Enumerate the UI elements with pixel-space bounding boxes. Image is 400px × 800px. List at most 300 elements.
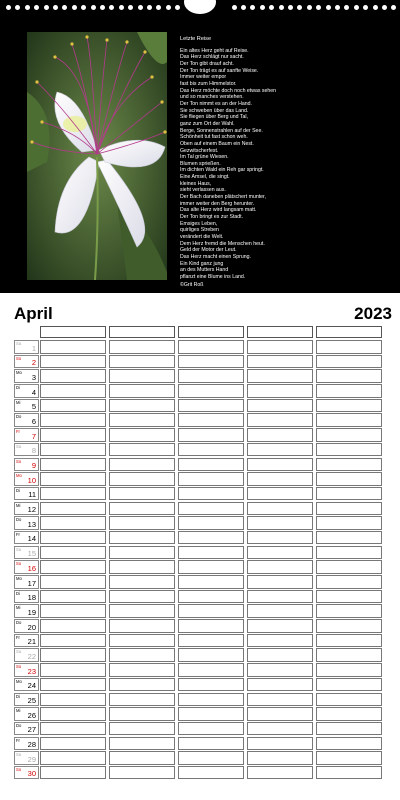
day-label-cell bbox=[14, 546, 39, 560]
spiral-hole bbox=[297, 5, 302, 10]
poem-line: Schönheit tut fast schon weh. bbox=[180, 134, 248, 141]
poem-line: an des Mutters Hand bbox=[180, 267, 229, 274]
day-number: 20 bbox=[27, 622, 36, 632]
entry-cell[interactable] bbox=[40, 458, 106, 472]
poem-line: pflanzt eine Blume ins Land. bbox=[180, 273, 246, 280]
entry-cell[interactable] bbox=[109, 604, 175, 618]
entry-cell[interactable] bbox=[316, 369, 382, 383]
entry-cell[interactable] bbox=[316, 634, 382, 648]
entry-cell[interactable] bbox=[316, 384, 382, 398]
entry-cell[interactable] bbox=[40, 648, 106, 662]
day-row bbox=[14, 340, 386, 355]
entry-cell[interactable] bbox=[40, 693, 106, 707]
entry-cell[interactable] bbox=[247, 722, 313, 736]
entry-cell[interactable] bbox=[316, 619, 382, 633]
entry-cell[interactable] bbox=[178, 516, 244, 530]
day-number: 1 bbox=[31, 343, 36, 353]
entry-cell[interactable] bbox=[316, 546, 382, 560]
entry-cell[interactable] bbox=[178, 648, 244, 662]
entry-cell[interactable] bbox=[247, 693, 313, 707]
entry-cell[interactable] bbox=[247, 472, 313, 486]
entry-cell[interactable] bbox=[109, 458, 175, 472]
day-number: 15 bbox=[27, 549, 36, 559]
poem-line: Dem Herz fremd die Menschen heut. bbox=[180, 240, 265, 247]
day-label-cell bbox=[14, 707, 39, 721]
entry-cell[interactable] bbox=[178, 707, 244, 721]
spiral-hole bbox=[335, 5, 340, 10]
day-row bbox=[14, 428, 386, 443]
poem-line: Im Tal grüne Wiesen. bbox=[180, 154, 229, 161]
poem-line: Das Herz macht einen Sprung. bbox=[180, 254, 251, 260]
entry-cell[interactable] bbox=[40, 722, 106, 736]
spiral-hole bbox=[34, 5, 39, 10]
entry-cell[interactable] bbox=[247, 502, 313, 516]
entry-cell[interactable] bbox=[109, 737, 175, 751]
day-label-cell bbox=[14, 604, 39, 618]
entry-cell[interactable] bbox=[316, 722, 382, 736]
spiral-hole bbox=[109, 5, 114, 10]
entry-cell[interactable] bbox=[316, 399, 382, 413]
entry-cell[interactable] bbox=[178, 340, 244, 354]
day-label-cell bbox=[14, 619, 39, 633]
spiral-hole bbox=[166, 5, 171, 10]
day-label-cell bbox=[14, 355, 39, 369]
entry-cell[interactable] bbox=[40, 502, 106, 516]
day-number: 30 bbox=[27, 769, 36, 779]
entry-cell[interactable] bbox=[247, 369, 313, 383]
day-label-cell bbox=[14, 663, 39, 677]
entry-cell[interactable] bbox=[247, 604, 313, 618]
day-row bbox=[14, 487, 386, 502]
entry-cell[interactable] bbox=[109, 663, 175, 677]
entry-cell[interactable] bbox=[109, 355, 175, 369]
entry-cell[interactable] bbox=[109, 487, 175, 501]
entry-cell[interactable] bbox=[40, 399, 106, 413]
column-header-row bbox=[40, 326, 386, 340]
day-number: 17 bbox=[27, 578, 36, 588]
entry-cell[interactable] bbox=[247, 590, 313, 604]
day-label-cell bbox=[14, 340, 39, 354]
entry-cell[interactable] bbox=[247, 516, 313, 530]
entry-cell[interactable] bbox=[109, 384, 175, 398]
day-label-cell bbox=[14, 384, 39, 398]
entry-cell[interactable] bbox=[178, 487, 244, 501]
entry-cell[interactable] bbox=[178, 399, 244, 413]
spiral-hole bbox=[363, 5, 368, 10]
caper-flower-photo bbox=[27, 32, 167, 280]
poem-line: Ein altes Herz geht auf Reise. bbox=[180, 47, 249, 54]
day-number: 28 bbox=[27, 740, 36, 750]
entry-cell[interactable] bbox=[40, 487, 106, 501]
entry-cell[interactable] bbox=[40, 766, 106, 780]
entry-cell[interactable] bbox=[40, 472, 106, 486]
day-number: 12 bbox=[27, 505, 36, 515]
entry-cell[interactable] bbox=[247, 487, 313, 501]
spiral-hole bbox=[91, 5, 96, 10]
entry-cell[interactable] bbox=[109, 575, 175, 589]
weekday-abbrev: So bbox=[16, 561, 22, 567]
entry-cell[interactable] bbox=[40, 369, 106, 383]
day-label-cell bbox=[14, 413, 39, 427]
entry-cell[interactable] bbox=[40, 663, 106, 677]
entry-cell[interactable] bbox=[316, 502, 382, 516]
poem-line: Blumen sprießen. bbox=[180, 160, 221, 167]
spiral-hole bbox=[344, 5, 349, 10]
day-row bbox=[14, 737, 386, 752]
entry-cell[interactable] bbox=[247, 663, 313, 677]
day-row bbox=[14, 516, 386, 531]
weekday-abbrev: Do bbox=[16, 517, 22, 523]
entry-cell[interactable] bbox=[316, 487, 382, 501]
weekday-abbrev: Do bbox=[16, 414, 22, 420]
entry-cell[interactable] bbox=[247, 751, 313, 765]
weekday-abbrev: Sa bbox=[16, 752, 22, 758]
poem-line: Sie schweben über das Land. bbox=[180, 107, 249, 114]
poem-title: Letzte Reise bbox=[180, 36, 212, 42]
entry-cell[interactable] bbox=[40, 634, 106, 648]
entry-cell[interactable] bbox=[178, 663, 244, 677]
spiral-hole bbox=[241, 5, 246, 10]
day-row bbox=[14, 766, 386, 781]
day-number: 27 bbox=[27, 725, 36, 735]
weekday-abbrev: Di bbox=[16, 487, 20, 493]
entry-cell[interactable] bbox=[109, 399, 175, 413]
entry-cell[interactable] bbox=[178, 560, 244, 574]
entry-cell[interactable] bbox=[316, 472, 382, 486]
day-row bbox=[14, 443, 386, 458]
entry-cell[interactable] bbox=[40, 707, 106, 721]
spiral-hole bbox=[373, 5, 378, 10]
entry-cell[interactable] bbox=[178, 413, 244, 427]
entry-cell[interactable] bbox=[247, 619, 313, 633]
day-label-cell bbox=[14, 502, 39, 516]
entry-cell[interactable] bbox=[178, 590, 244, 604]
entry-cell[interactable] bbox=[109, 648, 175, 662]
entry-cell[interactable] bbox=[247, 546, 313, 560]
entry-cell[interactable] bbox=[316, 604, 382, 618]
entry-cell[interactable] bbox=[109, 531, 175, 545]
entry-cell[interactable] bbox=[316, 516, 382, 530]
entry-cell[interactable] bbox=[178, 369, 244, 383]
entry-cell[interactable] bbox=[178, 722, 244, 736]
entry-cell[interactable] bbox=[109, 766, 175, 780]
day-label-cell bbox=[14, 737, 39, 751]
day-row bbox=[14, 707, 386, 722]
entry-cell[interactable] bbox=[40, 619, 106, 633]
day-number: 13 bbox=[27, 519, 36, 529]
entry-cell[interactable] bbox=[247, 575, 313, 589]
column-header-cell[interactable] bbox=[40, 326, 106, 338]
entry-cell[interactable] bbox=[178, 575, 244, 589]
entry-cell[interactable] bbox=[109, 428, 175, 442]
entry-cell[interactable] bbox=[316, 707, 382, 721]
spiral-hole bbox=[25, 5, 30, 10]
entry-cell[interactable] bbox=[109, 619, 175, 633]
entry-cell[interactable] bbox=[247, 531, 313, 545]
entry-cell[interactable] bbox=[316, 663, 382, 677]
entry-cell[interactable] bbox=[316, 590, 382, 604]
entry-cell[interactable] bbox=[40, 604, 106, 618]
weekday-abbrev: So bbox=[16, 664, 22, 670]
entry-cell[interactable] bbox=[178, 693, 244, 707]
poem-line: Das alte Herz wird langsam matt. bbox=[180, 207, 257, 214]
entry-cell[interactable] bbox=[247, 634, 313, 648]
entry-cell[interactable] bbox=[316, 340, 382, 354]
entry-cell[interactable] bbox=[316, 443, 382, 457]
day-number: 24 bbox=[27, 681, 36, 691]
entry-cell[interactable] bbox=[178, 443, 244, 457]
entry-cell[interactable] bbox=[247, 766, 313, 780]
day-row bbox=[14, 663, 386, 678]
entry-cell[interactable] bbox=[316, 531, 382, 545]
poem-line: Sie fliegen über Berg und Tal, bbox=[180, 114, 248, 121]
spiral-hole bbox=[326, 5, 331, 10]
entry-cell[interactable] bbox=[178, 428, 244, 442]
spiral-hole bbox=[316, 5, 321, 10]
poem-line: Der Ton bringt es zur Stadt. bbox=[180, 214, 244, 221]
entry-cell[interactable] bbox=[178, 546, 244, 560]
entry-cell[interactable] bbox=[316, 560, 382, 574]
day-number: 3 bbox=[31, 372, 36, 382]
entry-cell[interactable] bbox=[40, 340, 106, 354]
entry-cell[interactable] bbox=[40, 678, 106, 692]
day-number: 26 bbox=[27, 710, 36, 720]
entry-cell[interactable] bbox=[247, 648, 313, 662]
day-number: 21 bbox=[27, 637, 36, 647]
entry-cell[interactable] bbox=[247, 443, 313, 457]
entry-cell[interactable] bbox=[247, 399, 313, 413]
entry-cell[interactable] bbox=[40, 516, 106, 530]
spiral-hole bbox=[307, 5, 312, 10]
entry-cell[interactable] bbox=[247, 428, 313, 442]
entry-cell[interactable] bbox=[316, 766, 382, 780]
poem-line: Immer weiter empor bbox=[180, 74, 227, 81]
entry-cell[interactable] bbox=[247, 678, 313, 692]
day-number: 18 bbox=[27, 593, 36, 603]
entry-cell[interactable] bbox=[247, 707, 313, 721]
spiral-hole bbox=[15, 5, 20, 10]
weekday-abbrev: So bbox=[16, 355, 22, 361]
poem-lines bbox=[180, 48, 395, 281]
entry-cell[interactable] bbox=[40, 443, 106, 457]
spiral-hole bbox=[138, 5, 143, 10]
entry-cell[interactable] bbox=[109, 413, 175, 427]
entry-cell[interactable] bbox=[40, 737, 106, 751]
spiral-hole bbox=[100, 5, 105, 10]
entry-cell[interactable] bbox=[178, 531, 244, 545]
weekday-abbrev: Mo bbox=[16, 473, 22, 479]
spiral-hole bbox=[391, 5, 396, 10]
entry-cell[interactable] bbox=[109, 693, 175, 707]
entry-cell[interactable] bbox=[178, 458, 244, 472]
day-number: 11 bbox=[28, 490, 36, 500]
entry-cell[interactable] bbox=[316, 458, 382, 472]
spiral-hole bbox=[354, 5, 359, 10]
entry-cell[interactable] bbox=[109, 560, 175, 574]
weekday-abbrev: Fr bbox=[16, 634, 20, 640]
entry-cell[interactable] bbox=[247, 560, 313, 574]
spiral-hole bbox=[156, 5, 161, 10]
day-row bbox=[14, 355, 386, 370]
entry-cell[interactable] bbox=[109, 634, 175, 648]
day-row bbox=[14, 751, 386, 766]
entry-cell[interactable] bbox=[40, 384, 106, 398]
day-label-cell bbox=[14, 648, 39, 662]
day-number: 19 bbox=[27, 607, 36, 617]
entry-cell[interactable] bbox=[178, 604, 244, 618]
day-row bbox=[14, 575, 386, 590]
day-label-cell bbox=[14, 693, 39, 707]
poem-line: Emsiges Leben, bbox=[180, 220, 218, 227]
entry-cell[interactable] bbox=[109, 443, 175, 457]
entry-cell[interactable] bbox=[178, 766, 244, 780]
entry-cell[interactable] bbox=[178, 502, 244, 516]
day-number: 14 bbox=[27, 534, 36, 544]
day-label-cell bbox=[14, 722, 39, 736]
day-label-cell bbox=[14, 531, 39, 545]
poem-line: Das Herz schlägt nur sacht. bbox=[180, 54, 244, 61]
spiral-hole bbox=[232, 5, 237, 10]
entry-cell[interactable] bbox=[109, 751, 175, 765]
spiral-hole bbox=[147, 5, 152, 10]
day-label-cell bbox=[14, 472, 39, 486]
day-row bbox=[14, 634, 386, 649]
entry-cell[interactable] bbox=[178, 355, 244, 369]
weekday-abbrev: Fr bbox=[16, 531, 20, 537]
poem-line: und so manches verstehen. bbox=[180, 94, 244, 101]
entry-cell[interactable] bbox=[316, 413, 382, 427]
column-header-cell[interactable] bbox=[316, 326, 382, 338]
weekday-abbrev: Do bbox=[16, 722, 22, 728]
entry-cell[interactable] bbox=[40, 428, 106, 442]
entry-cell[interactable] bbox=[247, 413, 313, 427]
column-header-cell[interactable] bbox=[247, 326, 313, 338]
column-header-cell[interactable] bbox=[178, 326, 244, 338]
poem-line: Berge, Sonnenstrahlen auf der See. bbox=[180, 127, 263, 134]
entry-cell[interactable] bbox=[109, 590, 175, 604]
entry-cell[interactable] bbox=[40, 751, 106, 765]
entry-cell[interactable] bbox=[316, 575, 382, 589]
day-number: 9 bbox=[31, 461, 36, 470]
entry-cell[interactable] bbox=[40, 546, 106, 560]
spiral-hole bbox=[53, 5, 58, 10]
day-row bbox=[14, 693, 386, 708]
entry-cell[interactable] bbox=[316, 737, 382, 751]
spiral-hole bbox=[44, 5, 49, 10]
day-row bbox=[14, 546, 386, 561]
entry-cell[interactable] bbox=[316, 648, 382, 662]
weekday-abbrev: Mo bbox=[16, 576, 22, 581]
entry-cell[interactable] bbox=[178, 472, 244, 486]
entry-cell[interactable] bbox=[178, 634, 244, 648]
entry-cell[interactable] bbox=[316, 751, 382, 765]
weekday-abbrev: Do bbox=[16, 620, 22, 626]
day-row bbox=[14, 619, 386, 634]
entry-cell[interactable] bbox=[40, 560, 106, 574]
poem-line: Geld der Motor der Leut. bbox=[180, 247, 237, 254]
day-row bbox=[14, 384, 386, 399]
day-label-cell bbox=[14, 766, 39, 780]
day-number: 23 bbox=[27, 666, 36, 676]
entry-cell[interactable] bbox=[316, 355, 382, 369]
entry-cell[interactable] bbox=[109, 502, 175, 516]
poem-line: verändert die Welt. bbox=[180, 234, 224, 241]
entry-cell[interactable] bbox=[316, 428, 382, 442]
poem-line: quirliges Streben bbox=[180, 227, 219, 234]
entry-cell[interactable] bbox=[109, 722, 175, 736]
day-label-cell bbox=[14, 443, 39, 457]
day-number: 2 bbox=[31, 358, 36, 368]
entry-cell[interactable] bbox=[109, 678, 175, 692]
entry-cell[interactable] bbox=[40, 355, 106, 369]
weekday-abbrev: Sa bbox=[16, 443, 22, 449]
entry-cell[interactable] bbox=[109, 707, 175, 721]
entry-cell[interactable] bbox=[247, 458, 313, 472]
day-number: 7 bbox=[31, 431, 36, 441]
entry-cell[interactable] bbox=[109, 340, 175, 354]
entry-cell[interactable] bbox=[247, 340, 313, 354]
entry-cell[interactable] bbox=[178, 384, 244, 398]
entry-cell[interactable] bbox=[178, 619, 244, 633]
entry-cell[interactable] bbox=[40, 575, 106, 589]
month-title: April bbox=[14, 304, 53, 323]
day-row bbox=[14, 502, 386, 517]
day-number: 6 bbox=[31, 416, 36, 426]
spiral-hole bbox=[279, 5, 284, 10]
day-number: 4 bbox=[31, 387, 36, 397]
entry-cell[interactable] bbox=[247, 737, 313, 751]
entry-cell[interactable] bbox=[247, 384, 313, 398]
day-label-cell bbox=[14, 369, 39, 383]
day-number: 10 bbox=[27, 475, 36, 485]
spiral-hole bbox=[250, 5, 255, 10]
entry-cell[interactable] bbox=[40, 413, 106, 427]
spiral-hole bbox=[382, 5, 387, 10]
weekday-abbrev: Mi bbox=[16, 708, 21, 714]
day-number: 29 bbox=[27, 754, 36, 764]
copyright-note: ©Grit Roß bbox=[180, 282, 204, 288]
day-row bbox=[14, 458, 386, 473]
weekday-abbrev: Mi bbox=[16, 502, 21, 508]
entry-cell[interactable] bbox=[109, 472, 175, 486]
entry-cell[interactable] bbox=[316, 693, 382, 707]
spiral-hole bbox=[175, 5, 180, 10]
day-label-cell bbox=[14, 575, 39, 589]
day-label-cell bbox=[14, 458, 39, 472]
spiral-hole bbox=[6, 5, 11, 10]
entry-cell[interactable] bbox=[109, 546, 175, 560]
entry-cell[interactable] bbox=[178, 751, 244, 765]
entry-cell[interactable] bbox=[109, 369, 175, 383]
day-row bbox=[14, 560, 386, 575]
calendar-header-panel bbox=[0, 0, 400, 293]
entry-cell[interactable] bbox=[40, 531, 106, 545]
weekday-abbrev: Mi bbox=[16, 605, 21, 611]
entry-cell[interactable] bbox=[316, 678, 382, 692]
entry-cell[interactable] bbox=[40, 590, 106, 604]
weekday-abbrev: Di bbox=[16, 693, 20, 699]
entry-cell[interactable] bbox=[109, 516, 175, 530]
column-header-cell[interactable] bbox=[109, 326, 175, 338]
day-label-cell bbox=[14, 560, 39, 574]
spiral-hole bbox=[72, 5, 77, 10]
entry-cell[interactable] bbox=[247, 355, 313, 369]
entry-cell[interactable] bbox=[178, 737, 244, 751]
poem-line: kleines Haus, bbox=[180, 180, 212, 187]
poem-line: fast bis zum Himmelstor. bbox=[180, 80, 237, 87]
day-label-cell bbox=[14, 428, 39, 442]
entry-cell[interactable] bbox=[178, 678, 244, 692]
